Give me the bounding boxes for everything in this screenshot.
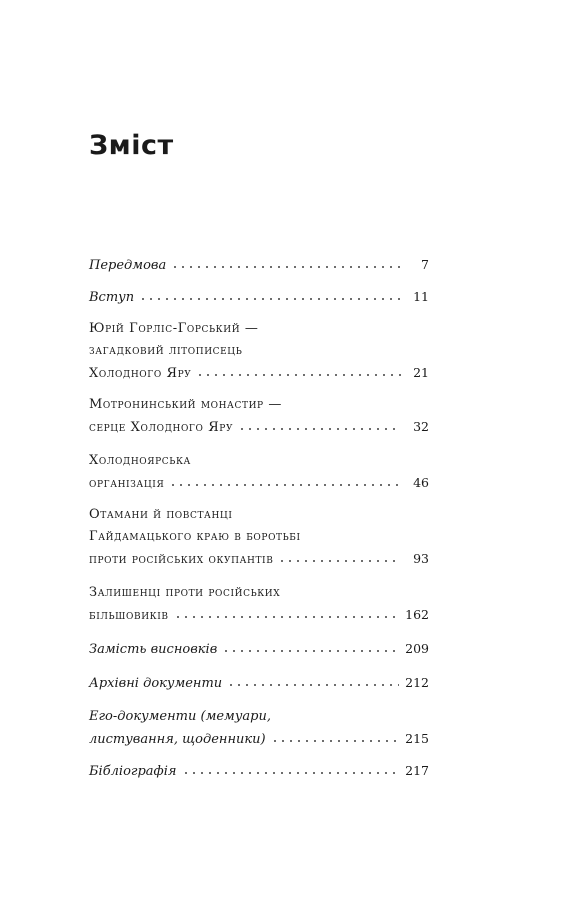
toc-entry xyxy=(89,582,429,626)
toc-entry-line xyxy=(89,286,429,308)
toc-entry-text: Архівні документи xyxy=(89,676,223,691)
toc-entry-text: листування, щоденники) xyxy=(89,732,266,747)
toc-entry-text: проти російських окупантів xyxy=(89,552,274,567)
toc-entry-line xyxy=(89,548,429,570)
toc-entry xyxy=(89,318,429,384)
dot-leader xyxy=(196,374,401,376)
page-number: 215 xyxy=(405,731,429,746)
toc-entry-line xyxy=(89,340,429,362)
page-number: 209 xyxy=(405,641,429,656)
toc-entry-text: Мотронинський монастир — xyxy=(89,397,283,412)
dot-leader xyxy=(169,484,401,486)
toc-entry-line xyxy=(89,672,429,694)
toc-entry xyxy=(89,672,429,694)
toc-entry-line xyxy=(89,760,429,782)
page-number: 217 xyxy=(405,763,429,778)
dot-leader xyxy=(182,772,400,774)
toc-entry-line xyxy=(89,728,429,750)
toc-entry-text: організація xyxy=(89,476,165,491)
toc-entry-text: серце Холодного Яру xyxy=(89,420,234,435)
toc-entry-line xyxy=(89,706,429,728)
toc-entry-text: Передмова xyxy=(89,258,167,273)
toc-entry-line xyxy=(89,362,429,384)
table-of-contents xyxy=(89,254,429,792)
toc-entry-line xyxy=(89,450,429,472)
page-number: 212 xyxy=(405,675,429,690)
dot-leader xyxy=(271,740,400,742)
toc-entry xyxy=(89,286,429,308)
dot-leader xyxy=(227,684,399,686)
toc-entry-line xyxy=(89,318,429,340)
toc-entry-line xyxy=(89,254,429,276)
toc-entry xyxy=(89,394,429,438)
dot-leader xyxy=(238,428,401,430)
toc-entry-text: Холодноярська xyxy=(89,453,191,468)
toc-entry-line xyxy=(89,416,429,438)
toc-entry-line xyxy=(89,504,429,526)
toc-entry-text: Залишенці проти російських xyxy=(89,585,281,600)
toc-entry xyxy=(89,638,429,660)
toc-entry-text: Гайдамацького краю в боротьбі xyxy=(89,529,301,544)
toc-entry-text: загадковий літописець xyxy=(89,343,243,358)
toc-entry-text: Бібліографія xyxy=(89,764,177,779)
toc-entry xyxy=(89,504,429,570)
toc-entry-text: Вступ xyxy=(89,290,135,305)
dot-leader xyxy=(278,560,401,562)
toc-entry-text: Его-документи (мемуари, xyxy=(89,709,271,724)
toc-entry-text: Замість висновків xyxy=(89,642,218,657)
toc-entry-text: більшовиків xyxy=(89,608,169,623)
toc-entry-text: Отамани й повстанці xyxy=(89,507,233,522)
toc-entry-text: Юрій Горліс-Горський — xyxy=(89,321,259,336)
page-number: 46 xyxy=(413,475,429,490)
toc-entry-line xyxy=(89,638,429,660)
dot-leader xyxy=(174,616,400,618)
toc-entry xyxy=(89,450,429,494)
toc-entry-line xyxy=(89,394,429,416)
toc-entry-line xyxy=(89,582,429,604)
page-title: Зміст xyxy=(89,130,174,161)
toc-entry-line xyxy=(89,472,429,494)
toc-entry-line xyxy=(89,526,429,548)
toc-entry xyxy=(89,254,429,276)
page-number: 11 xyxy=(413,289,429,304)
dot-leader xyxy=(139,298,401,300)
toc-entry xyxy=(89,706,429,750)
dot-leader xyxy=(222,650,399,652)
page-number: 7 xyxy=(421,257,429,272)
page-number: 162 xyxy=(405,607,429,622)
dot-leader xyxy=(171,266,401,268)
toc-entry-line xyxy=(89,604,429,626)
page-number: 32 xyxy=(413,419,429,434)
page-number: 21 xyxy=(413,365,429,380)
toc-entry xyxy=(89,760,429,782)
page-number: 93 xyxy=(413,551,429,566)
toc-entry-text: Холодного Яру xyxy=(89,366,192,381)
